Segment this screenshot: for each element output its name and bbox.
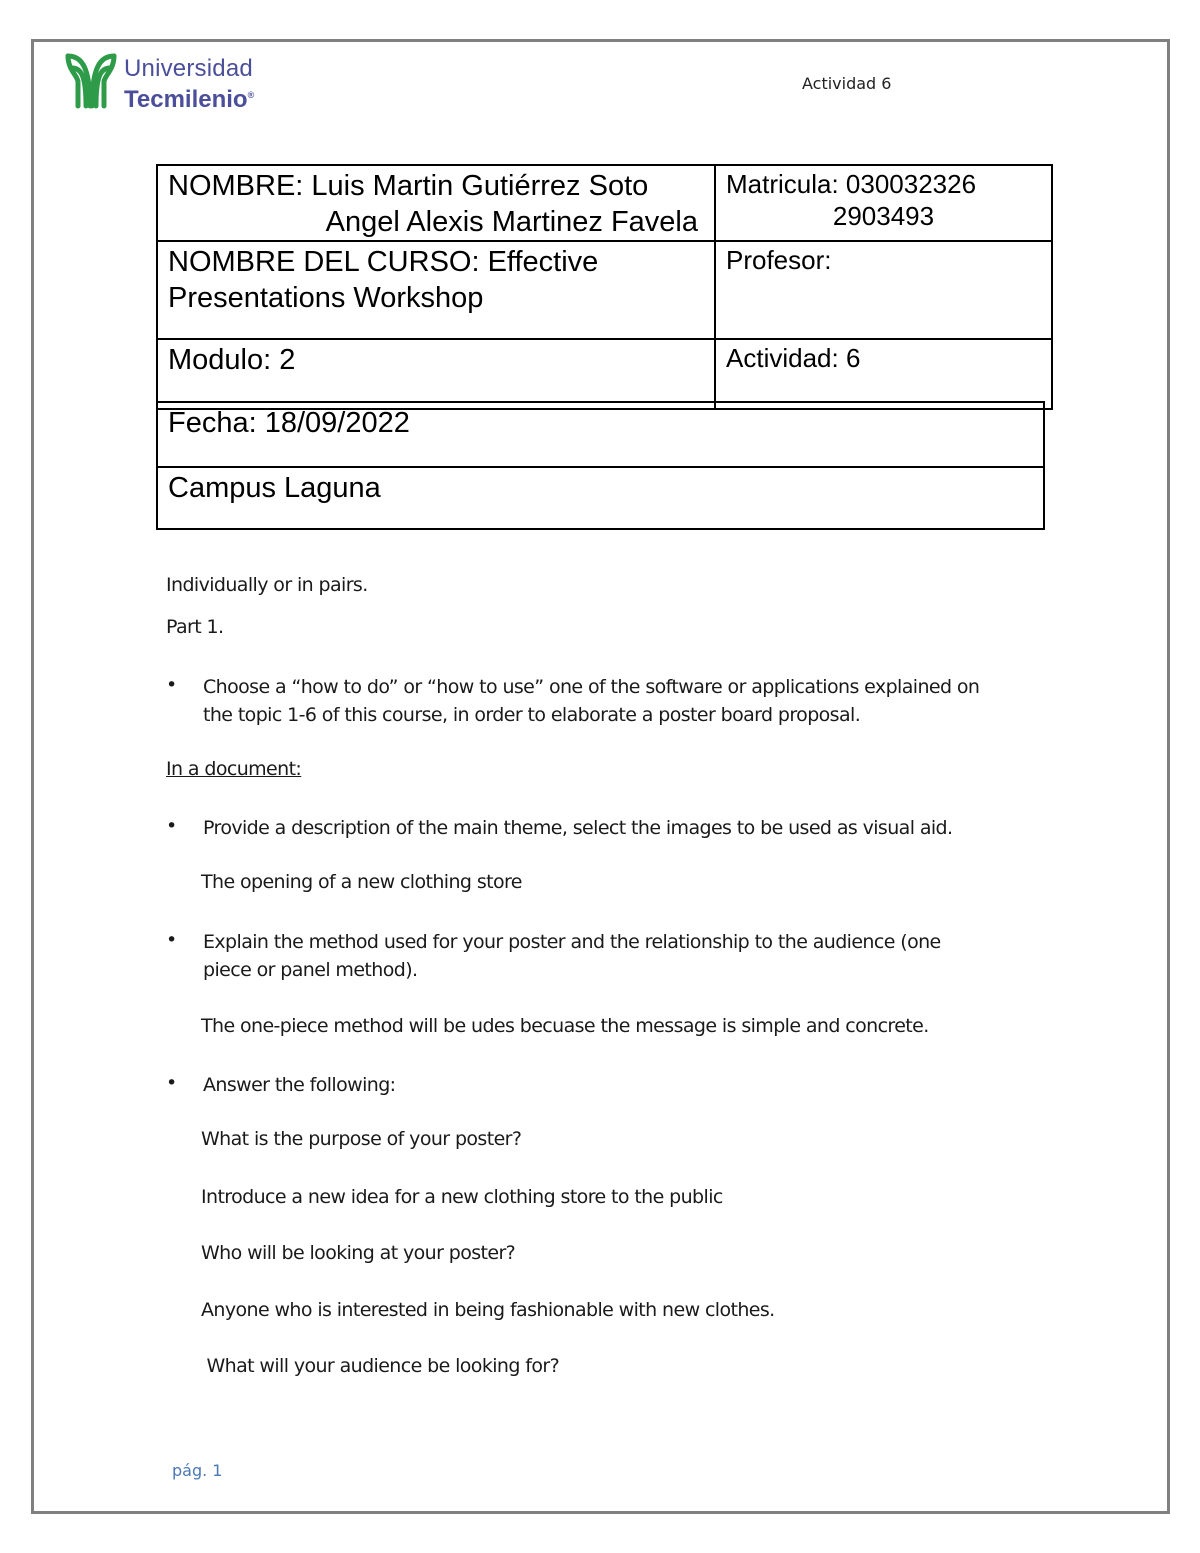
answer-audience: Anyone who is interested in being fashionable with new clothes. (201, 1299, 775, 1321)
matricula-line-1: Matricula: 030032326 (726, 169, 977, 199)
question-audience: Who will be looking at your poster? (201, 1242, 516, 1264)
logo-line-tecmilenio (124, 82, 254, 113)
answer-method: The one-piece method will be udes becuase the message is simple and concrete. (201, 1015, 929, 1037)
bullet-answer: Answer the following: (203, 1074, 396, 1096)
date-campus-table (156, 401, 1045, 530)
bullet-dot: • (166, 929, 177, 951)
nombre-line-2: Angel Alexis Martinez Favela (325, 206, 698, 238)
student-info-table (156, 164, 1053, 410)
bullet-method (203, 928, 941, 984)
part-heading: Part 1. (166, 616, 224, 638)
logo-line-universidad: Universidad (124, 55, 253, 82)
logo-registered-mark: ® (247, 90, 255, 100)
answer-theme: The opening of a new clothing store (201, 871, 522, 893)
nombre-line-1: NOMBRE: Luis Martin Gutiérrez Soto (168, 170, 649, 202)
header-activity-label: Actividad 6 (802, 74, 892, 93)
logo-wordmark (124, 56, 254, 113)
profesor-cell: Profesor: (715, 241, 1052, 339)
bullet-dot: • (166, 674, 177, 696)
campus-cell: Campus Laguna (157, 467, 1044, 529)
matricula-line-2: 2903493 (832, 201, 935, 231)
question-looking-for: What will your audience be looking for? (201, 1355, 560, 1377)
bullet-choose-line-2: the topic 1-6 of this course, in order to elaborate a poster board proposal. (203, 704, 861, 726)
fecha-cell: Fecha: 18/09/2022 (157, 402, 1044, 467)
in-document-heading: In a document: (166, 758, 302, 780)
bullet-dot: • (166, 815, 177, 837)
actividad-cell: Actividad: 6 (715, 339, 1052, 409)
bullet-method-line-1: Explain the method used for your poster and the relationship to the audience (one (203, 931, 941, 953)
matricula-cell (715, 165, 1052, 241)
curso-cell: NOMBRE DEL CURSO: Effective Presentations Workshop (157, 241, 715, 339)
bullet-choose-line-1: Choose a “how to do” or “how to use” one of the software or applications explained on (203, 676, 980, 698)
bullet-dot: • (166, 1072, 177, 1094)
answer-purpose: Introduce a new idea for a new clothing store to the public (201, 1186, 723, 1208)
question-purpose: What is the purpose of your poster? (201, 1128, 522, 1150)
nombre-cell (157, 165, 715, 241)
modulo-cell: Modulo: 2 (157, 339, 715, 409)
bullet-description: Provide a description of the main theme, select the images to be used as visual aid. (203, 817, 953, 839)
bullet-choose (203, 673, 979, 729)
intro-paragraph: Individually or in pairs. (166, 574, 368, 596)
logo-tecmilenio-text: Tecmilenio (124, 86, 248, 113)
page-number: pág. 1 (172, 1461, 223, 1480)
bullet-method-line-2: piece or panel method). (203, 959, 418, 981)
